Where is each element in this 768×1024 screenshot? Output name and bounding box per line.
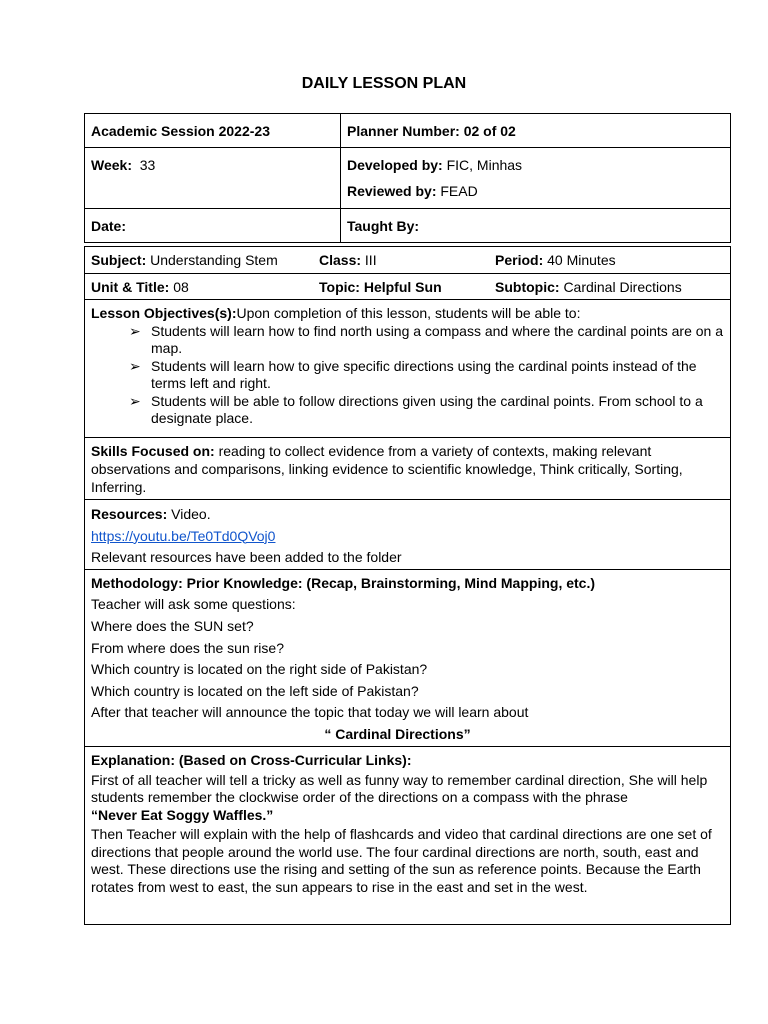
explanation-para-1: First of all teacher will tell a tricky as well as funny way to remember cardinal direction, She will help students remember the clockwise order of the directions on a compass with the phrase <box>91 771 708 806</box>
arrow-bullet-icon: ➢ <box>129 322 141 339</box>
planner-number-cell <box>341 114 731 148</box>
subtopic-value: Cardinal Directions <box>563 279 682 295</box>
academic-session: Academic Session 2022-23 <box>91 123 270 139</box>
unit-label: Unit & Title: <box>91 279 170 295</box>
class-field <box>319 252 495 268</box>
class-label: Class: <box>319 252 362 268</box>
unit-value: 08 <box>173 279 189 295</box>
objectives-intro: Upon completion of this lesson, students will be able to: <box>236 305 581 321</box>
explanation-para-2: Then Teacher will explain with the help of flashcards and video that cardinal directions are one set of directions that people around the world use. The four cardinal directions are north, south, east and west. These directions use the rising and setting of the sun as reference points. Because the Earth rotates from west to east, the sun appears to rise in the east and set in the west. <box>91 826 712 895</box>
resources-cell <box>85 500 731 570</box>
subject-field <box>91 252 319 268</box>
explanation-phrase: “Never Eat Soggy Waffles.” <box>91 806 274 823</box>
resource-video-link[interactable]: https://youtu.be/Te0Td0QVoj0 <box>91 527 276 544</box>
date-cell <box>85 209 341 243</box>
methodology-line: Where does the SUN set? <box>91 617 254 634</box>
topic-label: Topic: Helpful Sun <box>319 279 442 295</box>
objective-text: Students will learn how to give specific directions using the cardinal points instead of the terms left and right. <box>151 357 697 391</box>
week-cell <box>85 148 341 209</box>
developed-reviewed-cell <box>341 148 731 209</box>
header-table <box>84 113 731 243</box>
objectives-label: Lesson Objectives(s): <box>91 305 237 321</box>
methodology-line: Which country is located on the right side of Pakistan? <box>91 661 428 678</box>
explanation-heading: Explanation: (Based on Cross-Curricular Links): <box>91 751 412 768</box>
period-label: Period: <box>495 252 544 268</box>
week-value: 33 <box>139 157 156 173</box>
skills-label: Skills Focused on: <box>91 443 215 459</box>
unit-row <box>85 274 731 300</box>
objectives-list <box>91 323 724 428</box>
arrow-bullet-icon: ➢ <box>129 392 141 409</box>
skills-cell <box>85 438 731 500</box>
week-label: Week: <box>91 157 132 173</box>
list-item <box>123 393 724 428</box>
subtopic-field <box>495 279 682 295</box>
subject-row <box>85 247 731 274</box>
subject-value: Understanding Stem <box>150 252 278 268</box>
unit-field <box>91 279 319 295</box>
reviewed-value: FEAD <box>440 183 478 199</box>
taught-by-cell <box>341 209 731 243</box>
taught-by-label: Taught By: <box>347 218 420 234</box>
methodology-topic: “ Cardinal Directions” <box>324 725 471 742</box>
methodology-line: Teacher will ask some questions: <box>91 596 296 613</box>
class-value: III <box>364 252 377 268</box>
list-item <box>123 323 724 358</box>
developed-label: Developed by: <box>347 157 443 173</box>
resources-text: Video. <box>171 506 211 522</box>
explanation-cell <box>85 746 731 924</box>
methodology-cell <box>85 569 731 746</box>
objective-text: Students will learn how to find north using a compass and where the cardinal points are on a map. <box>151 322 724 356</box>
topic-field <box>319 279 495 295</box>
methodology-line: Which country is located on the left side of Pakistan? <box>91 682 419 699</box>
methodology-heading: Methodology: Prior Knowledge: (Recap, Brainstorming, Mind Mapping, etc.) <box>91 574 596 591</box>
resources-label: Resources: <box>91 506 168 522</box>
lesson-table <box>84 246 731 925</box>
objective-text: Students will be able to follow directions given using the cardinal points. From school to a designate place. <box>151 392 703 426</box>
methodology-line: From where does the sun rise? <box>91 639 284 656</box>
reviewed-label: Reviewed by: <box>347 183 437 199</box>
objectives-cell <box>85 300 731 438</box>
subtopic-label: Subtopic: <box>495 279 560 295</box>
page-title: DAILY LESSON PLAN <box>301 75 467 92</box>
period-value: 40 Minutes <box>547 252 616 268</box>
planner-number: Planner Number: 02 of 02 <box>347 123 516 139</box>
arrow-bullet-icon: ➢ <box>129 357 141 374</box>
academic-session-cell <box>85 114 341 148</box>
list-item <box>123 358 724 393</box>
date-label: Date: <box>91 218 127 234</box>
developed-value: FIC, Minhas <box>446 157 523 173</box>
skills-text: reading to collect evidence from a variety of contexts, making relevant observations and comparisons, linking evidence to scientific knowledge, Think critically, Sorting, Inferring. <box>91 443 683 495</box>
subject-label: Subject: <box>91 252 147 268</box>
methodology-line: After that teacher will announce the topic that today we will learn about <box>91 704 529 721</box>
period-field <box>495 252 616 268</box>
resources-note: Relevant resources have been added to the folder <box>91 549 402 566</box>
